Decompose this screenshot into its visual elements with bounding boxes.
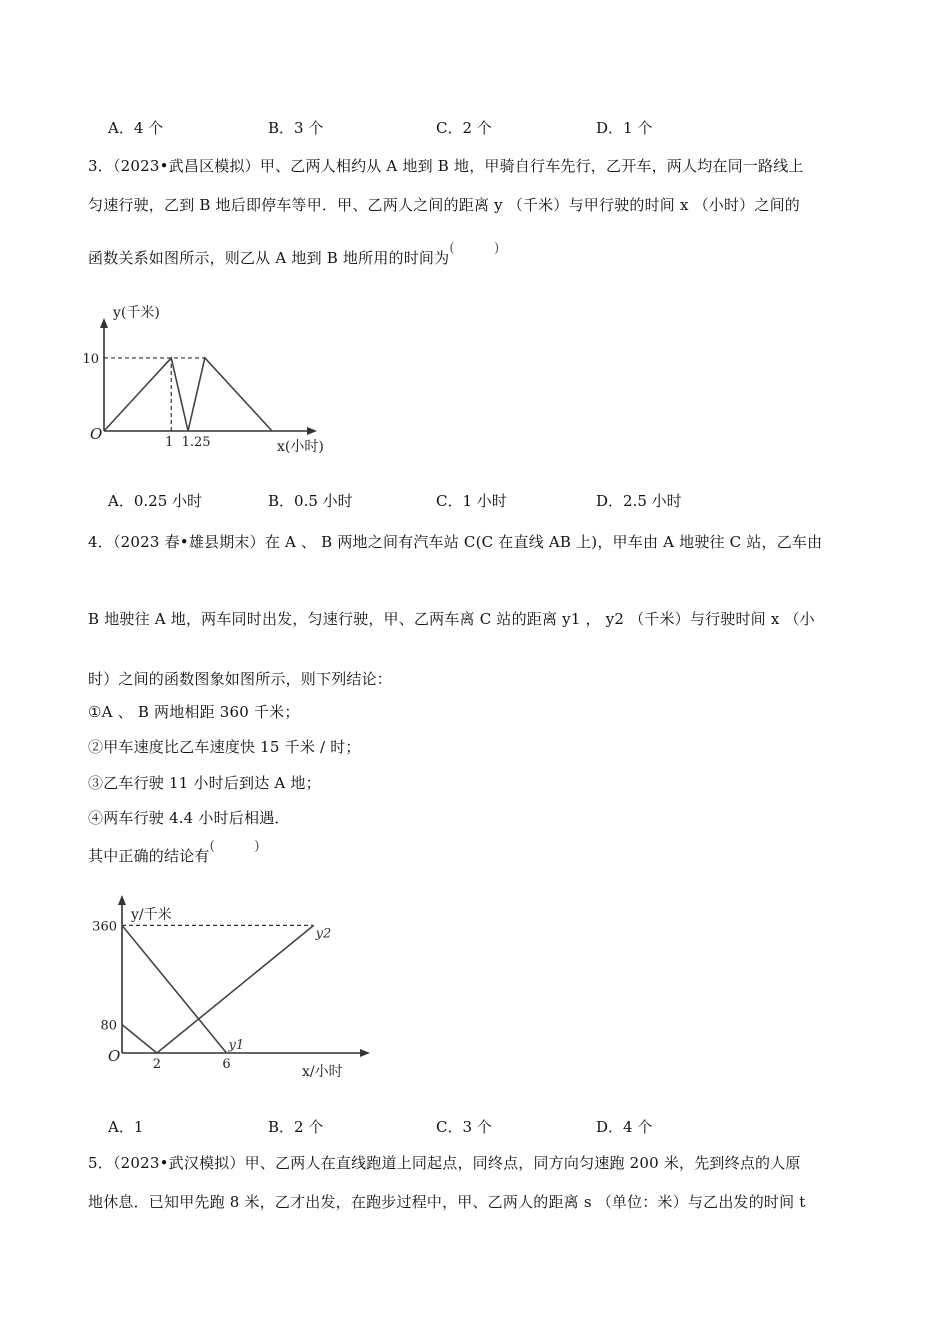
x-axis-arrow [307, 427, 317, 435]
origin-label: O [108, 1047, 121, 1065]
series-label-y1: y1 [228, 1038, 245, 1053]
q3-line-2: 匀速行驶，乙到 B 地后即停车等甲．甲、乙两人之间的距离 y （千米）与甲行驶的时间 x （小时）之间的 [88, 196, 800, 214]
y-axis-label: y/千米 [131, 907, 172, 923]
q4-option-a: A．1 [108, 1118, 144, 1136]
q4-line-1: 4．（2023 春•雄县期末）在 A 、 B 两地之间有汽车站 C(C 在直线 AB 上)，甲车由 A 地驶往 C 站，乙车由 [88, 533, 823, 551]
y-tick-label: 360 [92, 919, 117, 935]
q4-question [88, 845, 260, 866]
q4-statement-4: ④两车行驶 4.4 小时后相遇． [88, 809, 290, 827]
q3-option-c: C．1 小时 [436, 492, 507, 510]
x-axis-arrow [360, 1049, 370, 1057]
q3-option-b: B．0.5 小时 [268, 492, 353, 510]
x-tick-label: 2 [152, 1057, 161, 1072]
q3-option-d: D．2.5 小时 [596, 492, 682, 510]
series-y1 [122, 925, 227, 1053]
answer-blank [210, 845, 260, 861]
series-label-y2: y2 [315, 926, 332, 942]
q4-question-text: 其中正确的结论有 [88, 847, 210, 865]
q5-line-2: 地休息．已知甲先跑 8 米，乙才出发，在跑步过程中，甲、乙两人的距离 s （单位：米）与乙出发的时间 t [88, 1193, 806, 1211]
y-axis-label: y(千米) [113, 305, 160, 321]
q2-option-a: A．4 个 [108, 119, 164, 137]
q4-graph-plot [92, 895, 370, 1080]
q3-line-3 [88, 247, 499, 268]
x-axis-label: x/小时 [302, 1064, 343, 1080]
q4-option-c: C．3 个 [436, 1118, 492, 1136]
q2-option-b: B．3 个 [268, 119, 324, 137]
x-axis-label: x(小时) [277, 439, 324, 455]
y-tick-label: 80 [100, 1018, 117, 1034]
origin-label: O [90, 425, 103, 443]
q3-graph [82, 295, 345, 465]
y-tick-label: 10 [82, 351, 99, 367]
q2-option-c: C．2 个 [436, 119, 492, 137]
q3-line-3-text: 函数关系如图所示，则乙从 A 地到 B 地所用的时间为 [88, 249, 450, 267]
q4-statement-2: ②甲车速度比乙车速度快 15 千米 / 时； [88, 738, 361, 756]
q3-line-1: 3．（2023•武昌区模拟）甲、乙两人相约从 A 地到 B 地，甲骑自行车先行，乙开车，两人均在同一路线上 [88, 157, 804, 175]
series-y2 [122, 925, 314, 1053]
q3-graph-plot [82, 304, 323, 455]
answer-blank [449, 247, 499, 263]
q4-graph [90, 893, 370, 1088]
q3-option-a: A．0.25 小时 [108, 492, 202, 510]
q4-statement-3: ③乙车行驶 11 小时后到达 A 地； [88, 774, 321, 792]
y-axis-arrow [100, 318, 108, 328]
x-tick-label: 1.25 [181, 435, 211, 450]
q5-line-1: 5．（2023•武汉模拟）甲、乙两人在直线跑道上同起点，同终点，同方向匀速跑 200 米，先到终点的人原 [88, 1154, 801, 1172]
x-tick-label: 6 [222, 1057, 231, 1072]
x-tick-label: 1 [165, 435, 174, 450]
q4-option-d: D．4 个 [596, 1118, 653, 1136]
q4-line-2: B 地驶往 A 地，两车同时出发，匀速行驶，甲、乙两车离 C 站的距离 y1 ， y2 （千米）与行驶时间 x （小 [88, 610, 815, 628]
q2-option-d: D．1 个 [596, 119, 653, 137]
series-distance [104, 358, 272, 431]
q4-line-3: 时）之间的函数图象如图所示，则下列结论： [88, 670, 393, 688]
y-axis-arrow [118, 895, 126, 905]
q4-statement-1: ①A 、 B 两地相距 360 千米； [88, 703, 300, 721]
q4-option-b: B．2 个 [268, 1118, 324, 1136]
